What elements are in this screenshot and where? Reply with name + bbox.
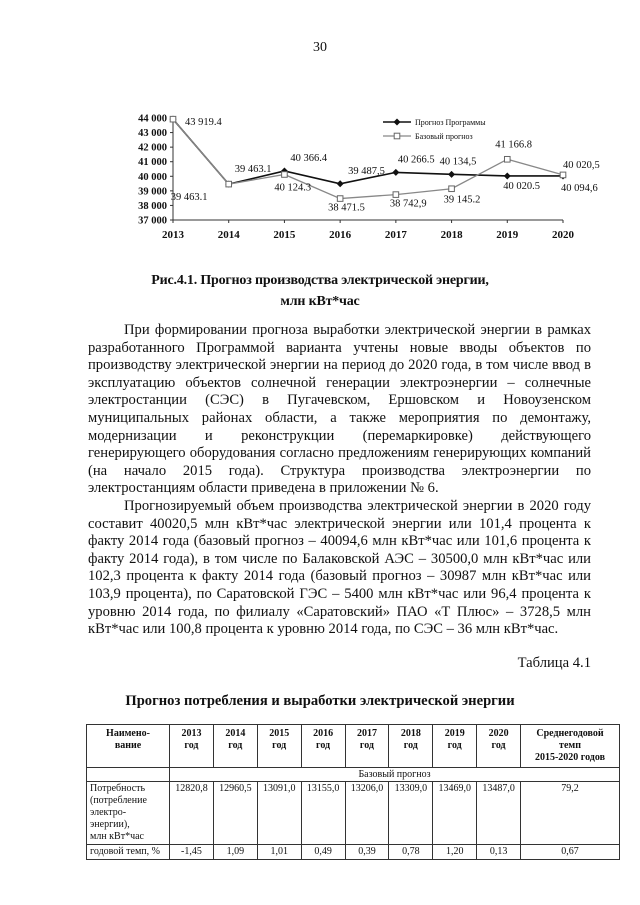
figure-caption — [0, 270, 640, 312]
paragraph: При формировании прогноза выработки электрической энергии в рамках разработанного Программой варианта учтены новые вводы объектов по производству электрической энергии на период до 2020 года, в том числе ввод в эксплуатацию объектов солнечной генерации электроэнергии – солнечные электростанции (СЭС) в Пугачевском, Ершовском и Новоузенском муниципальных районах области, а также мероприятия по демонтажу, модернизации и реконструкции (перемаркировке) действующего генерирующего оборудования согласно предложениям генерирующих компаний (на начало 2015 года). Структура производства электроэнергии по электростанциям области приведена в приложении № 6. — [88, 322, 591, 497]
legend-label-1: Прогноз Программы — [415, 118, 486, 127]
data-label: 40 266.5 — [397, 154, 435, 166]
row-label: Потребность (потребление электро- энергии), млн кВт*час — [87, 782, 170, 845]
production-forecast-chart — [128, 108, 600, 258]
data-label: 39 463.1 — [170, 192, 208, 204]
data-point — [504, 156, 510, 162]
column-header-year: 2018 год — [389, 725, 433, 768]
table-title: Прогноз потребления и выработки электрической энергии — [125, 693, 515, 709]
data-label: 43 919.4 — [185, 117, 222, 129]
data-point — [170, 116, 176, 122]
legend-marker-2 — [394, 133, 400, 139]
table-cell: 13309,0 — [389, 782, 433, 845]
column-header-year: 2013 год — [170, 725, 214, 768]
column-header-avg: Среднегодовой темп 2015-2020 годов — [521, 725, 620, 768]
data-label: 40 020.5 — [503, 180, 541, 192]
table-cell: -1,45 — [170, 845, 214, 860]
table-row — [87, 845, 620, 860]
table-row — [87, 782, 620, 845]
caption-line-1: Рис.4.1. Прогноз производства электрической энергии, — [151, 273, 489, 288]
data-label: 40 366.4 — [290, 152, 328, 164]
table-header-row — [87, 725, 620, 768]
column-header-year: 2020 год — [477, 725, 521, 768]
table-cell-avg: 0,67 — [521, 845, 620, 860]
y-tick-label: 37 000 — [138, 215, 167, 227]
y-tick-label: 44 000 — [138, 113, 167, 125]
column-header-name: Наимено- вание — [87, 725, 170, 768]
data-point — [504, 172, 511, 179]
data-point — [560, 172, 566, 178]
y-tick-label: 39 000 — [138, 186, 167, 198]
x-tick-label: 2015 — [273, 229, 296, 241]
table-cell: 0,39 — [345, 845, 389, 860]
table-cell: 0,78 — [389, 845, 433, 860]
legend-marker-1 — [394, 119, 401, 126]
y-tick-label: 43 000 — [138, 128, 167, 140]
table-label: Таблица 4.1 — [517, 655, 591, 671]
caption-line-2: млн кВт*час — [280, 294, 360, 309]
table-cell: 13469,0 — [433, 782, 477, 845]
x-tick-label: 2013 — [162, 229, 184, 241]
paragraph: Прогнозируемый объем производства электрической энергии в 2020 году составит 40020,5 млн кВт*час электрической энергии или 101,4 процента к факту 2014 года (базовый прогноз – 40094,6 млн кВт*час или 101,6 процента к факту 2014 года), в том числе по Балаковской АЭС – 30500,0 млн кВт*час или 102,3 процента к факту 2014 года (базовый прогноз – 30987 млн кВт*час или 103,9 процента), по Саратовской ГЭС – 5400 млн кВт*час или 96,4 процента к уровню 2014 года, по филиалу «Саратовский» ПАО «Т Плюс» – 3728,5 млн кВт*час или 100,8 процента к уровню 2014 года, по СЭС – 36 млн кВт*час. — [88, 497, 591, 638]
column-header-year: 2017 год — [345, 725, 389, 768]
data-point — [282, 172, 288, 178]
table-cell: 1,09 — [213, 845, 257, 860]
table-cell-avg: 79,2 — [521, 782, 620, 845]
data-label: 38 742,9 — [389, 198, 427, 210]
row-label: годовой темп, % — [87, 845, 170, 860]
table-cell: 12820,8 — [170, 782, 214, 845]
data-point — [226, 181, 232, 187]
data-label: 40 094,6 — [561, 182, 598, 194]
data-label: 39 145.2 — [443, 194, 481, 206]
column-header-year: 2019 год — [433, 725, 477, 768]
x-tick-label: 2018 — [440, 229, 463, 241]
x-tick-label: 2016 — [329, 229, 352, 241]
column-header-year: 2014 год — [213, 725, 257, 768]
data-label: 39 463.1 — [234, 164, 272, 176]
table-cell: 0,49 — [301, 845, 345, 860]
table-section-row — [87, 768, 620, 782]
section-label: Базовый прогноз — [170, 768, 620, 782]
y-tick-label: 38 000 — [138, 200, 167, 212]
column-header-year: 2015 год — [257, 725, 301, 768]
data-point — [392, 169, 399, 176]
table-cell: 12960,5 — [213, 782, 257, 845]
x-tick-label: 2019 — [496, 229, 519, 241]
table-cell: 13487,0 — [477, 782, 521, 845]
table-cell: 13206,0 — [345, 782, 389, 845]
legend-label-2: Базовый прогноз — [415, 132, 473, 141]
data-label: 40 134,5 — [439, 156, 477, 168]
data-label: 40 020,5 — [563, 159, 600, 171]
y-tick-label: 42 000 — [138, 142, 167, 154]
table-cell: 13155,0 — [301, 782, 345, 845]
data-point — [393, 192, 399, 198]
column-header-year: 2016 год — [301, 725, 345, 768]
body-text — [88, 322, 591, 639]
table-cell: 13091,0 — [257, 782, 301, 845]
section-spacer — [87, 768, 170, 782]
table-cell: 0,13 — [477, 845, 521, 860]
data-point — [449, 186, 455, 192]
table-cell: 1,20 — [433, 845, 477, 860]
x-tick-label: 2020 — [552, 229, 574, 241]
x-tick-label: 2017 — [384, 229, 407, 241]
page-number: 30 — [313, 40, 327, 55]
y-tick-label: 40 000 — [138, 171, 167, 183]
data-point — [448, 171, 455, 178]
table-cell: 1,01 — [257, 845, 301, 860]
data-point — [337, 180, 344, 187]
forecast-table — [86, 724, 620, 860]
x-tick-label: 2014 — [217, 229, 240, 241]
data-label: 39 487,5 — [348, 165, 385, 177]
data-label: 40 124.3 — [274, 182, 312, 194]
data-label: 38 471.5 — [328, 202, 365, 214]
data-label: 41 166.8 — [495, 139, 533, 151]
y-tick-label: 41 000 — [138, 157, 167, 169]
data-point — [337, 196, 343, 202]
